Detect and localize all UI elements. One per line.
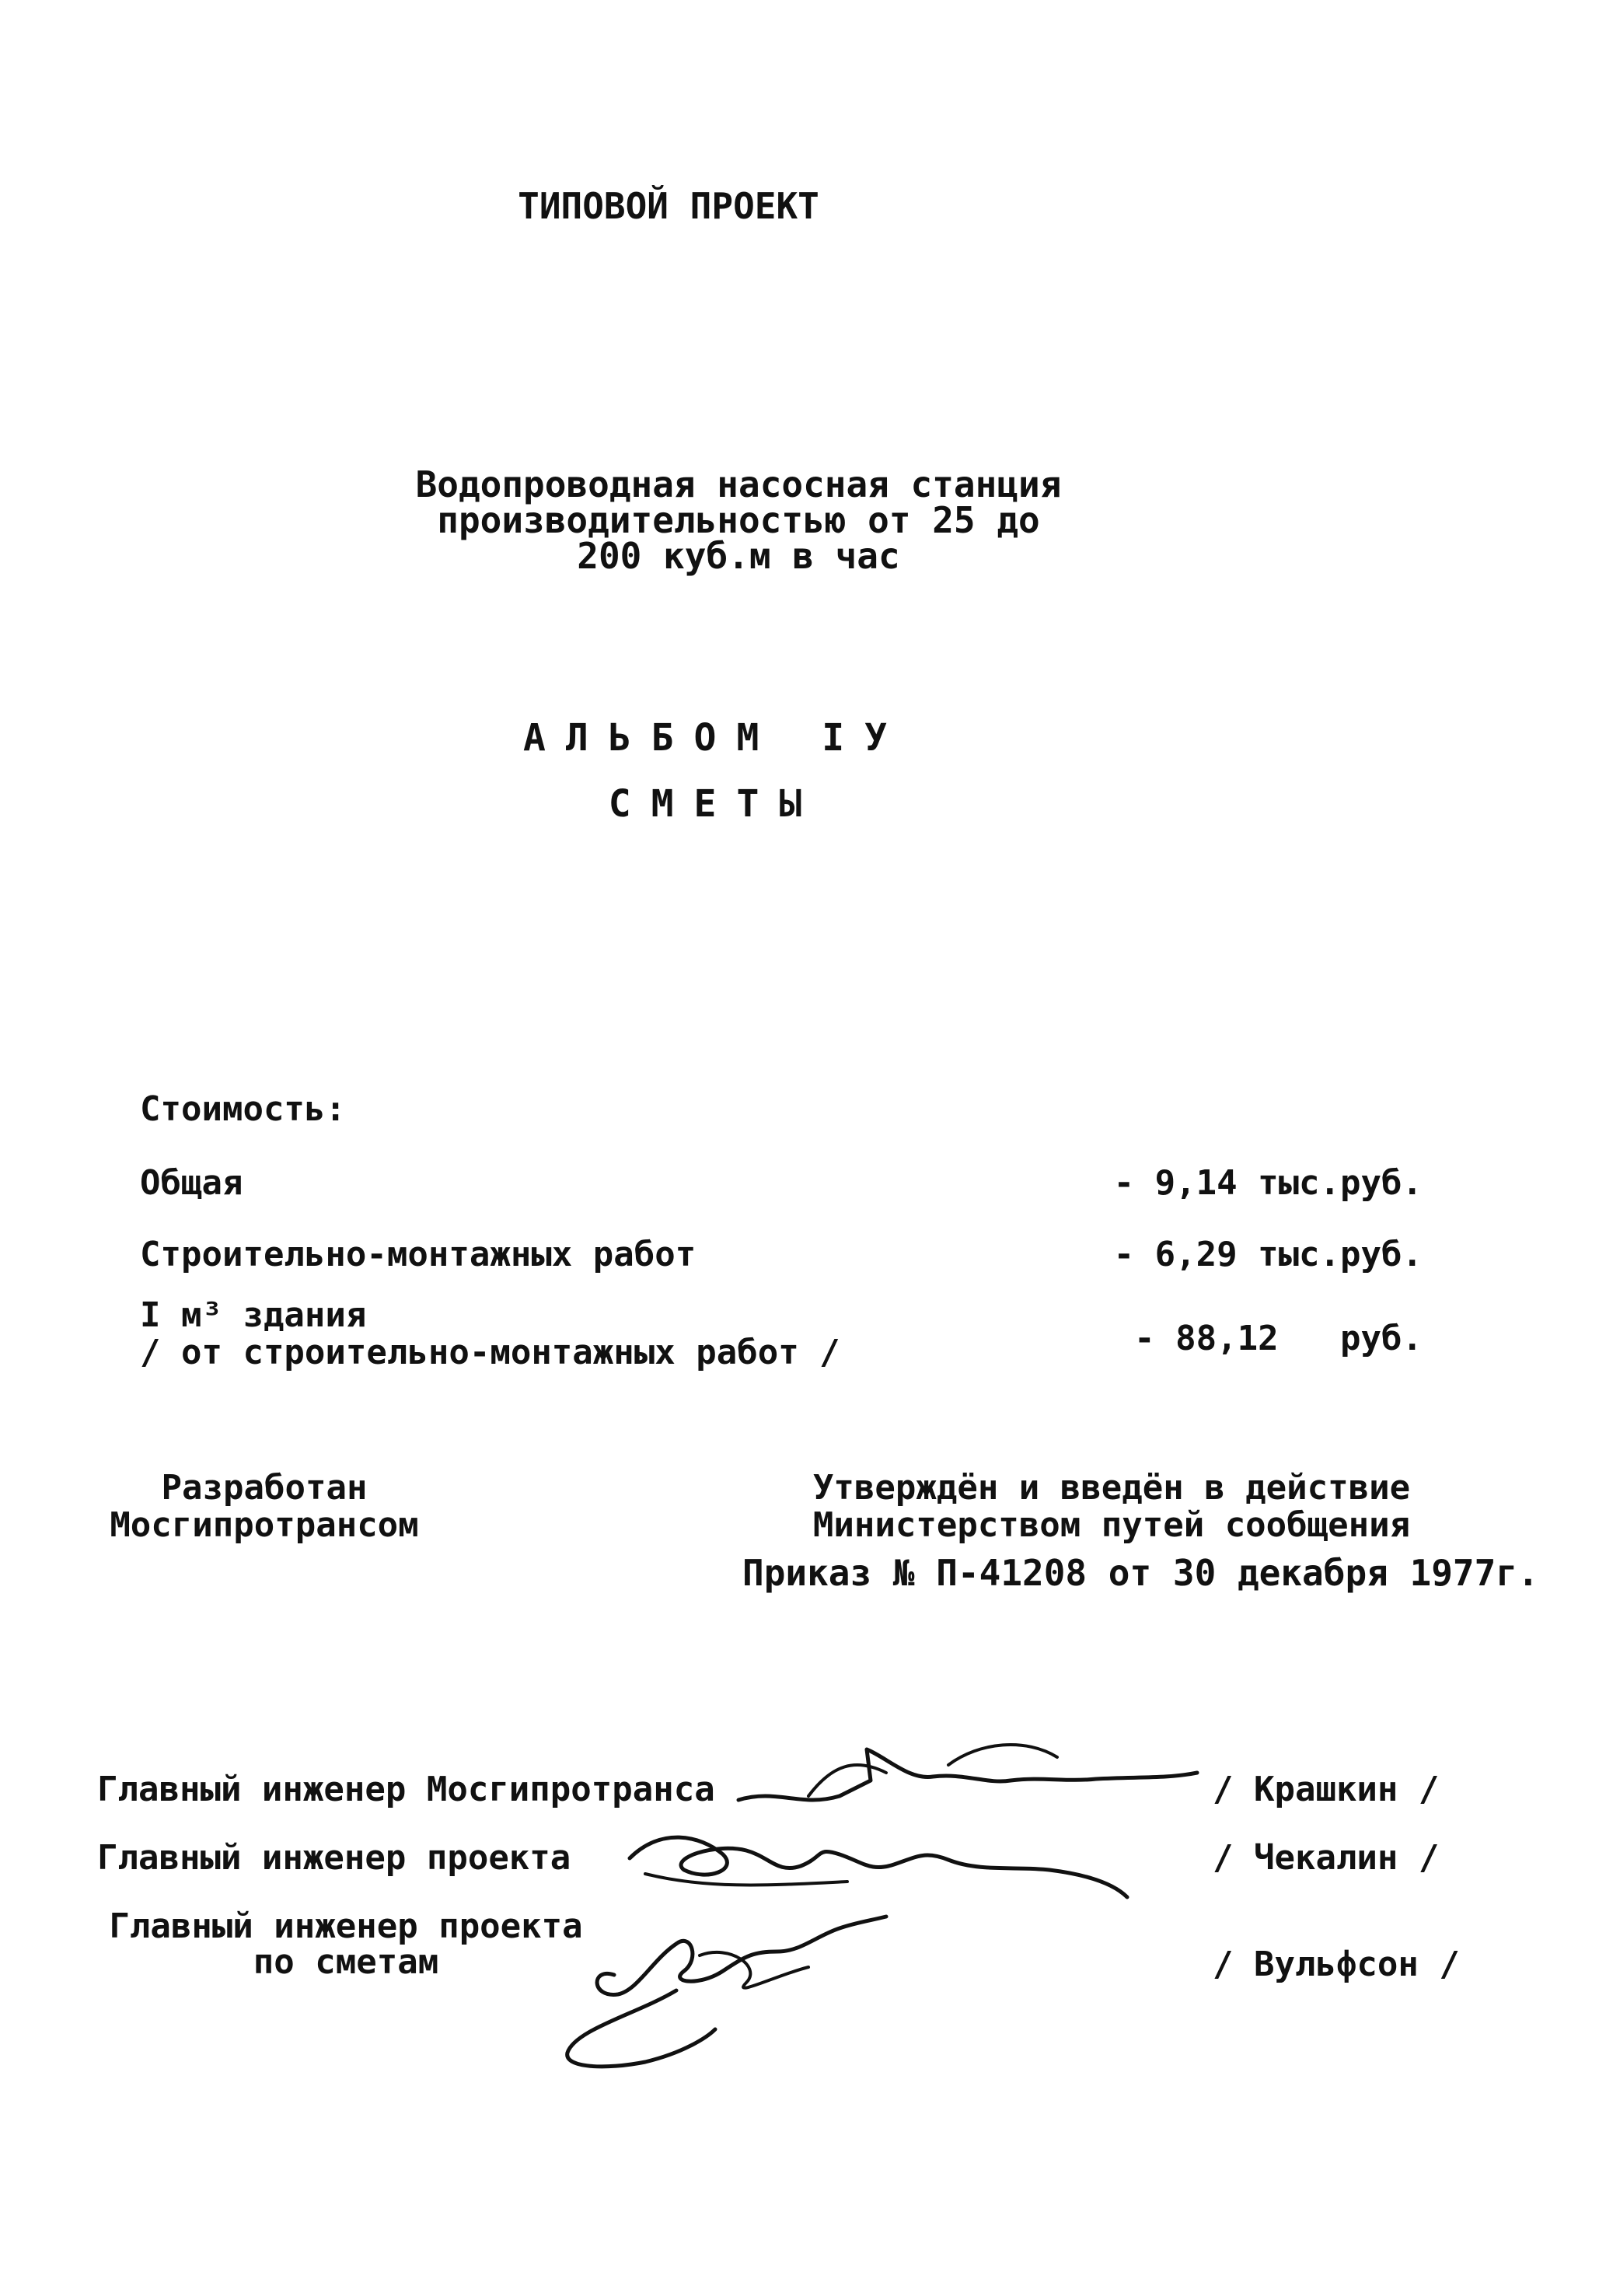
cost-row-value-construction: - 6,29 тыс.руб. <box>1113 1235 1423 1274</box>
cost-heading: Стоимость: <box>140 1089 346 1129</box>
signature-name-kprashkin: / Крашкин / <box>1213 1770 1440 1809</box>
cost-row-label-per-m3-note: / от строительно-монтажных работ / <box>140 1333 840 1372</box>
signature-title-chief-engineer-estimates: Главный инженер проекта по сметам <box>109 1906 583 1982</box>
cost-row-value-per-m3: - 88,12 руб. <box>1134 1319 1423 1358</box>
approved-by: Утверждён и введён в действие Министерством путей сообщения <box>812 1468 1411 1545</box>
document-type-title: ТИПОВОЙ ПРОЕКТ <box>518 185 819 227</box>
handwritten-signature-3 <box>544 1897 902 2076</box>
developed-by: Разработан Мосгипротрансом <box>110 1468 419 1545</box>
cost-row-value-total: - 9,14 тыс.руб. <box>1113 1163 1423 1203</box>
signature-name-vulfson: / Вульфсон / <box>1213 1945 1460 1984</box>
project-subject: Водопроводная насосная станция производительностью от 25 до 200 куб.м в час <box>415 463 1062 577</box>
signature-title-chief-engineer-project: Главный инженер проекта <box>97 1838 571 1878</box>
cost-row-label-total: Общая <box>140 1163 243 1203</box>
signature-name-chekalin: / Чекалин / <box>1213 1838 1440 1878</box>
section-title: СМЕТЫ <box>608 782 822 826</box>
cost-row-label-construction: Строительно-монтажных работ <box>140 1235 697 1274</box>
album-number: АЛЬБОМ IУ <box>522 716 908 760</box>
cost-row-label-per-m3: I м³ здания <box>140 1295 367 1335</box>
signature-title-chief-engineer-institute: Главный инженер Мосгипротранса <box>97 1770 715 1809</box>
approval-order: Приказ № П-41208 от 30 декабря 1977г. <box>742 1552 1539 1594</box>
